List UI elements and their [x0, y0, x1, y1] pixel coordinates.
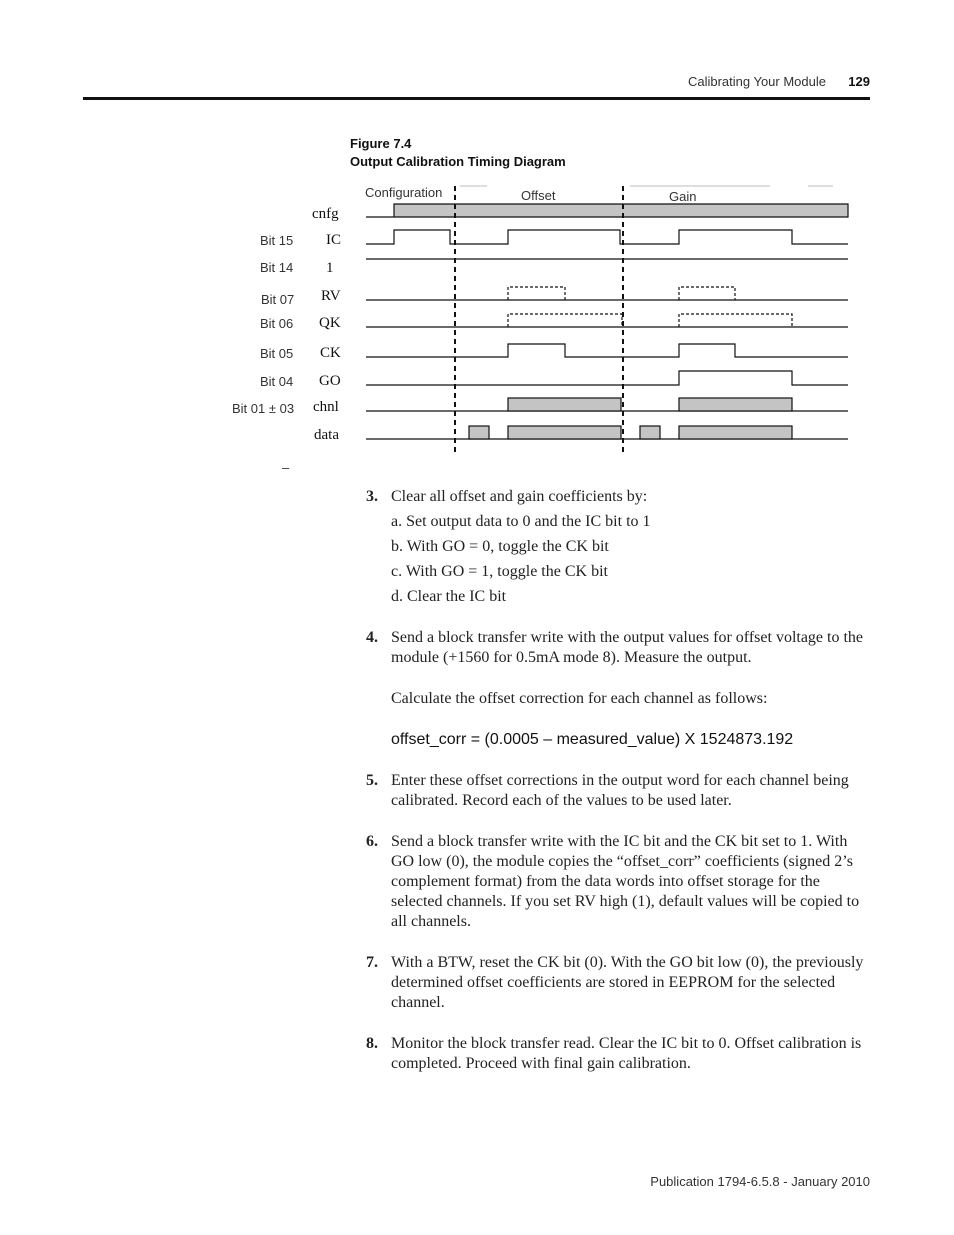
- offset-formula: offset_corr = (0.0005 – measured_value) X 1524873.192: [391, 731, 794, 748]
- bit-label-04: Bit 04: [260, 374, 294, 389]
- waveform-rv: [366, 287, 848, 300]
- phase-label-configuration: Configuration: [365, 185, 443, 200]
- phase-label-offset: Offset: [521, 188, 556, 203]
- bit-label-01-03: Bit 01 ± 03: [232, 401, 295, 416]
- waveform-data: [366, 426, 848, 439]
- waveform-chnl: [366, 398, 848, 411]
- running-header: Calibrating Your Module: [687, 74, 826, 89]
- figure-number: Figure 7.4: [350, 136, 412, 151]
- waveform-ic: [366, 230, 848, 244]
- step-7: [366, 953, 870, 1013]
- sub-step-b: b. With GO = 0, toggle the CK bit: [391, 538, 609, 555]
- waveform-ck: [366, 344, 848, 357]
- step-3: [366, 487, 870, 607]
- step-6: [366, 832, 870, 932]
- signal-label-ic: IC: [326, 232, 341, 248]
- figure-title: Output Calibration Timing Diagram: [350, 154, 566, 169]
- signal-label-chnl: chnl: [313, 399, 339, 415]
- signal-label-cnfg: cnfg: [312, 206, 339, 222]
- stray-dash: –: [282, 460, 290, 475]
- bit-label-06: Bit 06: [260, 316, 294, 331]
- signal-label-ck: CK: [320, 345, 341, 361]
- step-8: [366, 1034, 870, 1074]
- sub-step-c: c. With GO = 1, toggle the CK bit: [391, 563, 608, 580]
- step-text: Send a block transfer write with the IC bit and the CK bit set to 1. With GO low (0), the module copies the “offset_corr” coefficients (signed 2’s complement format) from the data words into offset storage for the selected channels. If you set RV high (1), default values will be copied to all channels.: [391, 833, 860, 930]
- step-number: 6.: [366, 833, 378, 850]
- step-text: With a BTW, reset the CK bit (0). With the GO bit low (0), the previously determined offset coefficients are stored in EEPROM for the selected channel.: [391, 954, 864, 1011]
- procedure-steps: [366, 487, 870, 1074]
- signal-label-rv: RV: [321, 288, 341, 304]
- step-number: 4.: [366, 629, 378, 646]
- timing-diagram: [0, 0, 954, 480]
- bit-label-14: Bit 14: [260, 260, 294, 275]
- sub-step-a: a. Set output data to 0 and the IC bit to 1: [391, 513, 651, 530]
- signal-label-1: 1: [326, 260, 334, 276]
- signal-label-data: data: [314, 427, 339, 443]
- phase-label-gain: Gain: [669, 189, 697, 204]
- waveform-cnfg: [366, 204, 848, 217]
- step-number: 7.: [366, 954, 378, 971]
- step-text: Clear all offset and gain coefficients by:: [391, 488, 648, 505]
- step-text: Enter these offset corrections in the output word for each channel being calibrated. Record each of the values to be used later.: [391, 772, 849, 809]
- bit-label-15: Bit 15: [260, 233, 294, 248]
- bit-label-07: Bit 07: [261, 292, 295, 307]
- step-number: 5.: [366, 772, 378, 789]
- signal-label-qk: QK: [319, 315, 341, 331]
- waveform-go: [366, 371, 848, 385]
- step-text: Monitor the block transfer read. Clear the IC bit to 0. Offset calibration is completed. Proceed with final gain calibration.: [391, 1035, 862, 1072]
- step-5: [366, 771, 870, 811]
- step-4: [366, 628, 870, 750]
- step-paragraph: Calculate the offset correction for each channel as follows:: [391, 690, 768, 707]
- step-number: 8.: [366, 1035, 378, 1052]
- bit-label-05: Bit 05: [260, 346, 294, 361]
- waveform-qk: [366, 314, 848, 327]
- publication-footer: Publication 1794-6.5.8 - January 2010: [650, 1174, 870, 1189]
- page-number: 129: [848, 74, 870, 89]
- step-number: 3.: [366, 488, 378, 505]
- sub-step-d: d. Clear the IC bit: [391, 588, 507, 605]
- step-text: Send a block transfer write with the output values for offset voltage to the module (+1560 for 0.5mA mode 8). Measure the output.: [391, 629, 864, 666]
- signal-label-go: GO: [319, 373, 341, 389]
